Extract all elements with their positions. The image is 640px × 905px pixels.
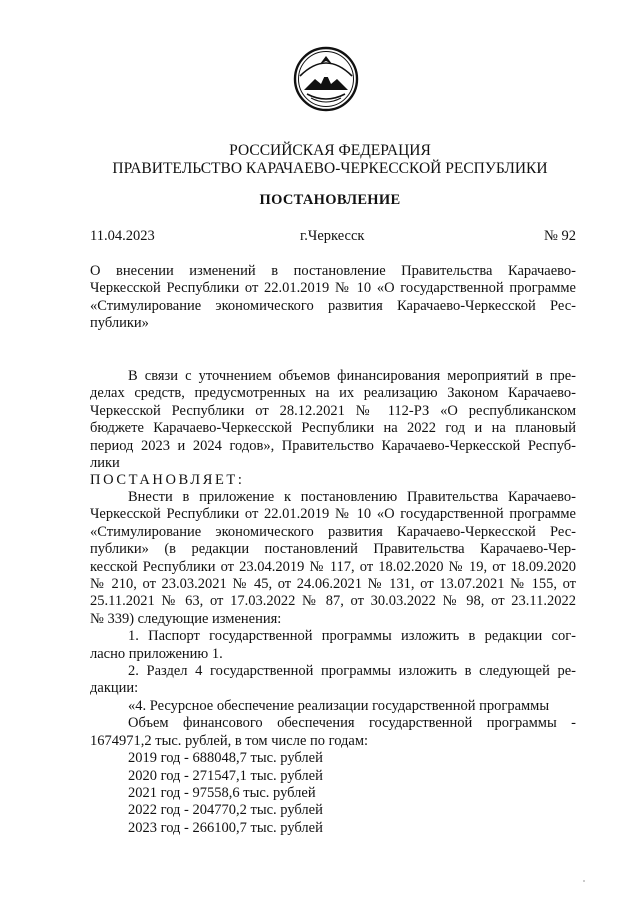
preamble-line: лики bbox=[90, 455, 120, 472]
subject-line: «Стимулирование экономического развития Карачаево-Черкесской Рес- bbox=[90, 297, 576, 314]
intro-line: № 339) следующие изменения: bbox=[90, 610, 282, 627]
intro-line: кесской Республики от 23.04.2019 № 117, от 18.02.2020 № 19, от 18.09.2020 bbox=[90, 558, 576, 575]
item-2-line: 2. Раздел 4 государственной программы изложить в следующей ре- bbox=[128, 663, 576, 680]
subject-line: публики» bbox=[90, 315, 149, 332]
document-type: ПОСТАНОВЛЕНИЕ bbox=[259, 192, 401, 208]
preamble-line: период 2023 и 2024 годов», Правительство Карачаево-Черкесской Респуб- bbox=[90, 437, 576, 454]
year-funding-line: 2022 год - 204770,2 тыс. рублей bbox=[128, 802, 323, 819]
preamble-block bbox=[90, 368, 576, 472]
funding-line: 1674971,2 тыс. рублей, в том числе по годам: bbox=[90, 732, 369, 749]
resolution-body bbox=[90, 489, 576, 837]
item-1-line: ласно приложению 1. bbox=[90, 645, 223, 662]
document-number: № 92 bbox=[544, 228, 576, 244]
year-funding-line: 2023 год - 266100,7 тыс. рублей bbox=[128, 819, 323, 836]
section-title: «4. Ресурсное обеспечение реализации государственной программы bbox=[128, 697, 550, 714]
document-date: 11.04.2023 bbox=[90, 228, 155, 244]
preamble-line: делах средств, предусмотренных на их реализацию Законом Карачаево- bbox=[90, 385, 576, 402]
year-funding-line: 2020 год - 271547,1 тыс. рублей bbox=[128, 767, 323, 784]
preamble-line: В связи с уточнением объемов финансирования мероприятий в пре- bbox=[128, 368, 576, 384]
government-heading: ПРАВИТЕЛЬСТВО КАРАЧАЕВО-ЧЕРКЕССКОЙ РЕСПУБЛИКИ bbox=[112, 160, 548, 177]
item-2-line: дакции: bbox=[90, 680, 139, 697]
item-1-line: 1. Паспорт государственной программы изложить в редакции сог- bbox=[128, 628, 576, 645]
subject-line: О внесении изменений в постановление Правительства Карачаево- bbox=[90, 263, 576, 279]
country-heading: РОССИЙСКАЯ ФЕДЕРАЦИЯ bbox=[229, 142, 431, 159]
intro-line: «Стимулирование экономического развития Карачаево-Черкесской Рес- bbox=[90, 523, 576, 540]
document-city: г.Черкесск bbox=[300, 228, 365, 244]
year-funding-line: 2019 год - 688048,7 тыс. рублей bbox=[128, 750, 323, 767]
intro-line: 25.11.2021 № 63, от 17.03.2022 № 87, от 30.03.2022 № 98, от 23.11.2022 bbox=[90, 593, 576, 610]
preamble-line: Черкесской Республики от 28.12.2021 № 112-РЗ «О республиканском bbox=[90, 402, 576, 419]
funding-line: Объем финансового обеспечения государственной программы - bbox=[128, 715, 576, 732]
year-funding-line: 2021 год - 97558,6 тыс. рублей bbox=[128, 784, 316, 801]
intro-line: Внести в приложение к постановлению Правительства Карачаево- bbox=[128, 489, 576, 505]
resolves-heading: ПОСТАНОВЛЯЕТ: bbox=[90, 472, 245, 488]
intro-line: № 210, от 23.03.2021 № 45, от 24.06.2021 № 131, от 13.07.2021 № 155, от bbox=[90, 576, 576, 593]
preamble-line: бюджете Карачаево-Черкесской Республики на 2022 год и на плановый bbox=[90, 420, 576, 437]
subject-line: Черкесской Республики от 22.01.2019 № 10 «О государственной программе bbox=[90, 280, 576, 297]
intro-line: публики» (в редакции постановлений Правительства Карачаево-Чер- bbox=[90, 541, 576, 558]
intro-line: Черкесской Республики от 22.01.2019 № 10 «О государственной программе bbox=[90, 506, 576, 523]
scan-speck bbox=[583, 880, 585, 882]
subject-block bbox=[90, 263, 576, 333]
coat-of-arms-icon bbox=[293, 46, 359, 112]
